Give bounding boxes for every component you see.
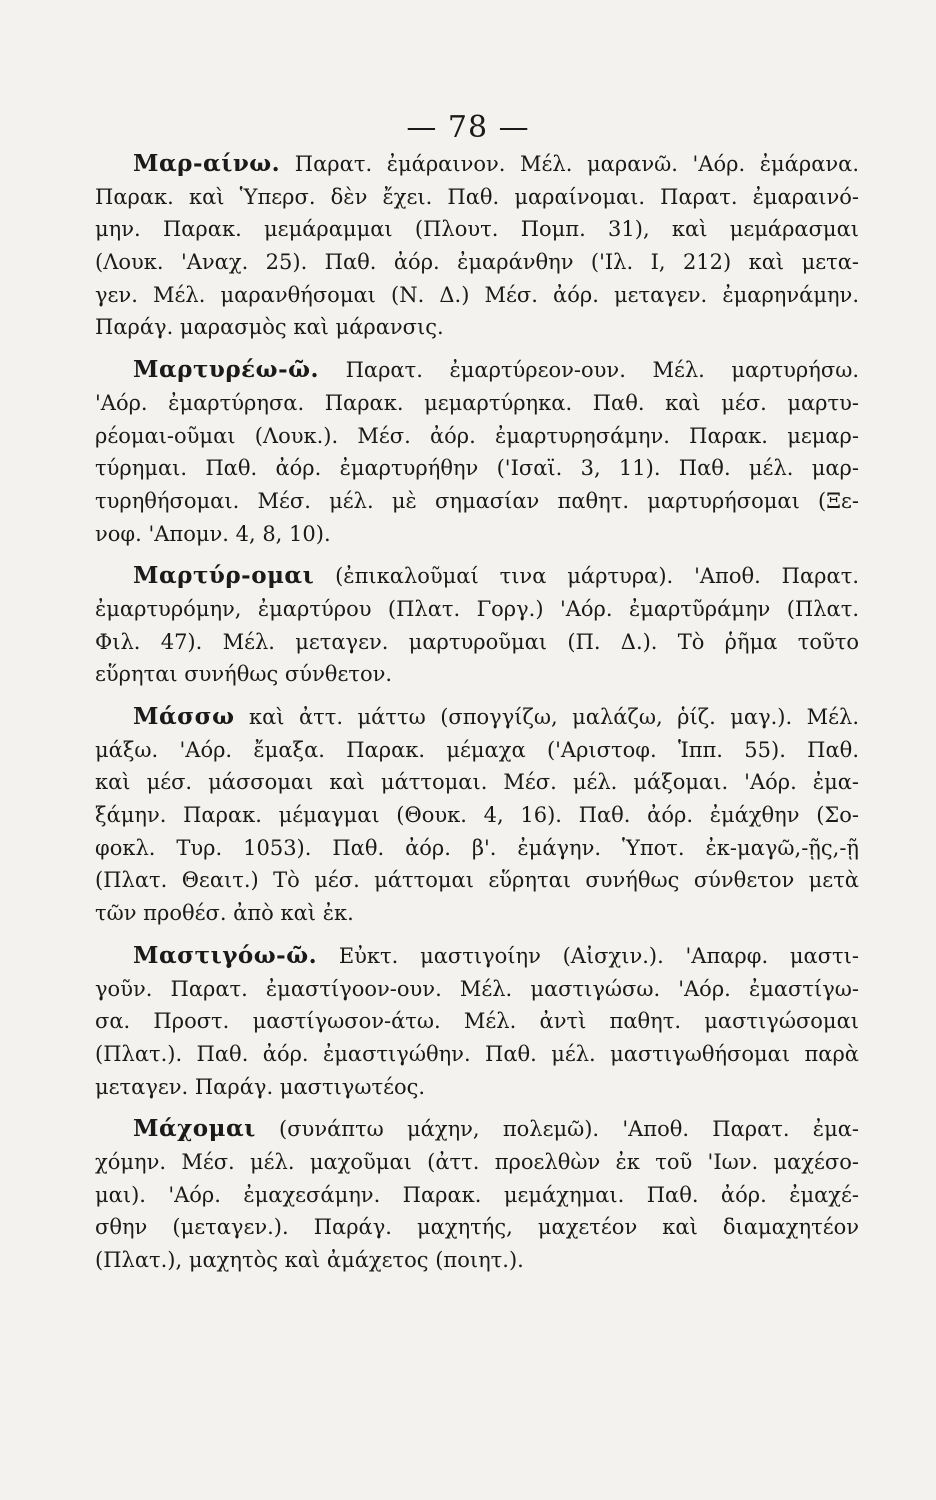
entry-text: καὶ ἀττ. μάττω (σπογγίζω, μαλάζω, ῥίζ. μαγ.). Μέλ. [234, 705, 859, 729]
entry-line: (Πλατ.). Παθ. ἀόρ. ἐμαστιγώθην. Παθ. μέλ. μαστιγωθήσομαι παρὰ [95, 1041, 859, 1066]
entry-maxomai [95, 1113, 859, 1276]
entry-text: (συνάπτω μάχην, πολεμῶ). 'Αποθ. Παρατ. ἐμα- [255, 1117, 859, 1142]
entry-line: εὕρηται συνήθως σύνθετον. [95, 662, 393, 687]
headword: Μάχομαι [133, 1115, 256, 1143]
entry-line: (Πλατ.), μαχητὸς καὶ ἀμάχετος (ποιητ.). [95, 1248, 524, 1272]
entry-first-line [95, 354, 859, 387]
entry-line: φοκλ. Τυρ. 1053). Παθ. ἀόρ. β'. ἐμάγην. Ὑποτ. ἐκ-μαγῶ,-ῇς,-ῇ [95, 835, 859, 860]
entry-text: Παρατ. ἐμάραινον. Μέλ. μαρανῶ. 'Αόρ. ἐμάρανα. [280, 152, 859, 176]
entry-massw [95, 701, 859, 930]
entry-line: Παρακ. καὶ Ὑπερσ. δὲν ἔχει. Παθ. μαραίνομαι. Παρατ. ἐμαραινό- [95, 184, 859, 209]
entry-line: τυρηθήσομαι. Μέσ. μέλ. μὲ σημασίαν παθητ. μαρτυρήσομαι (Ξε- [95, 488, 859, 513]
entry-line: σα. Προστ. μαστίγωσον-άτω. Μέλ. ἀντὶ παθητ. μαστιγώσομαι [95, 1009, 859, 1034]
entry-line: (Πλατ. Θεαιτ.) Τὸ μέσ. μάττομαι εὕρηται συνήθως σύνθετον μετὰ [95, 868, 859, 893]
entry-text: (ἐπικαλοῦμαί τινα μάρτυρα). 'Αποθ. Παρατ. [314, 564, 859, 589]
entry-martyrew [95, 354, 859, 550]
entry-first-line [95, 1113, 859, 1146]
entry-martyromai [95, 560, 859, 691]
entry-first-line [95, 148, 859, 181]
entry-line: γοῦν. Παρατ. ἐμαστίγοον-ουν. Μέλ. μαστιγώσω. 'Αόρ. ἐμαστίγω- [95, 976, 859, 1001]
headword: Μαστιγόω-ῶ. [133, 941, 318, 969]
entry-line: τῶν προθέσ. ἀπὸ καὶ ἐκ. [95, 901, 354, 926]
entry-line: μεταγεν. Παράγ. μαστιγωτέος. [95, 1074, 426, 1099]
entry-line: (Λουκ. 'Αναχ. 25). Παθ. ἀόρ. ἐμαράνθην ('Ιλ. Ι, 212) καὶ μετα- [95, 250, 859, 275]
entry-line: καὶ μέσ. μάσσομαι καὶ μάττομαι. Μέσ. μέλ. μάξομαι. 'Αόρ. ἐμα- [95, 770, 859, 795]
entry-line: τύρημαι. Παθ. ἀόρ. ἐμαρτυρήθην ('Ισαϊ. 3, 11). Παθ. μέλ. μαρ- [95, 456, 859, 481]
entry-mastigow [95, 940, 859, 1103]
entry-text: Παρατ. ἐμαρτύρεον-ουν. Μέλ. μαρτυρήσω. [319, 358, 859, 383]
entry-first-line [95, 940, 859, 973]
page-number: — 78 — [406, 110, 530, 145]
headword: Μαρτυρέω-ῶ. [133, 356, 320, 384]
entry-line: νοφ. 'Απομν. 4, 8, 10). [95, 521, 331, 546]
entry-line: ρέομαι-οῦμαι (Λουκ.). Μέσ. ἀόρ. ἐμαρτυρησάμην. Παρακ. μεμαρ- [95, 423, 859, 448]
entry-line: γεν. Μέλ. μαρανθήσομαι (Ν. Δ.) Μέσ. ἀόρ. μεταγεν. ἐμαρηνάμην. [95, 282, 859, 307]
dictionary-entries [95, 148, 859, 1287]
entry-line: Φιλ. 47). Μέλ. μεταγεν. μαρτυροῦμαι (Π. Δ.). Τὸ ῥῆμα τοῦτο [95, 629, 859, 654]
entry-first-line [95, 560, 859, 593]
headword: Μαρτύρ-ομαι [133, 562, 315, 590]
entry-line: μαι). 'Αόρ. ἐμαχεσάμην. Παρακ. μεμάχημαι. Παθ. ἀόρ. ἐμαχέ- [95, 1182, 859, 1207]
entry-text: Εὐκτ. μαστιγοίην (Αἰσχιν.). 'Απαρφ. μαστι- [317, 943, 859, 968]
entry-line: μην. Παρακ. μεμάραμμαι (Πλουτ. Πομπ. 31), καὶ μεμάρασμαι [95, 217, 859, 242]
entry-line: ξάμην. Παρακ. μέμαγμαι (Θουκ. 4, 16). Παθ. ἀόρ. ἐμάχθην (Σο- [95, 803, 859, 828]
entry-line: ἐμαρτυρόμην, ἐμαρτύρου (Πλατ. Γοργ.) 'Αόρ. ἐμαρτῦράμην (Πλατ. [95, 596, 859, 621]
entry-line: Παράγ. μαρασμὸς καὶ μάρανσις. [95, 315, 444, 340]
entry-marainw [95, 148, 859, 344]
entry-line: 'Αόρ. ἐμαρτύρησα. Παρακ. μεμαρτύρηκα. Παθ. καὶ μέσ. μαρτυ- [95, 390, 859, 415]
headword: Μαρ-αίνω. [133, 150, 281, 177]
entry-line: σθην (μεταγεν.). Παράγ. μαχητής, μαχετέον καὶ διαμαχητέον [95, 1215, 859, 1240]
entry-line: μάξω. 'Αόρ. ἔμαξα. Παρακ. μέμαχα ('Αριστοφ. Ἱππ. 55). Παθ. [95, 737, 859, 762]
entry-line: χόμην. Μέσ. μέλ. μαχοῦμαι (ἀττ. προελθὼν ἐκ τοῦ 'Ιων. μαχέσο- [95, 1149, 859, 1174]
headword: Μάσσω [133, 703, 235, 730]
entry-first-line [95, 701, 859, 734]
